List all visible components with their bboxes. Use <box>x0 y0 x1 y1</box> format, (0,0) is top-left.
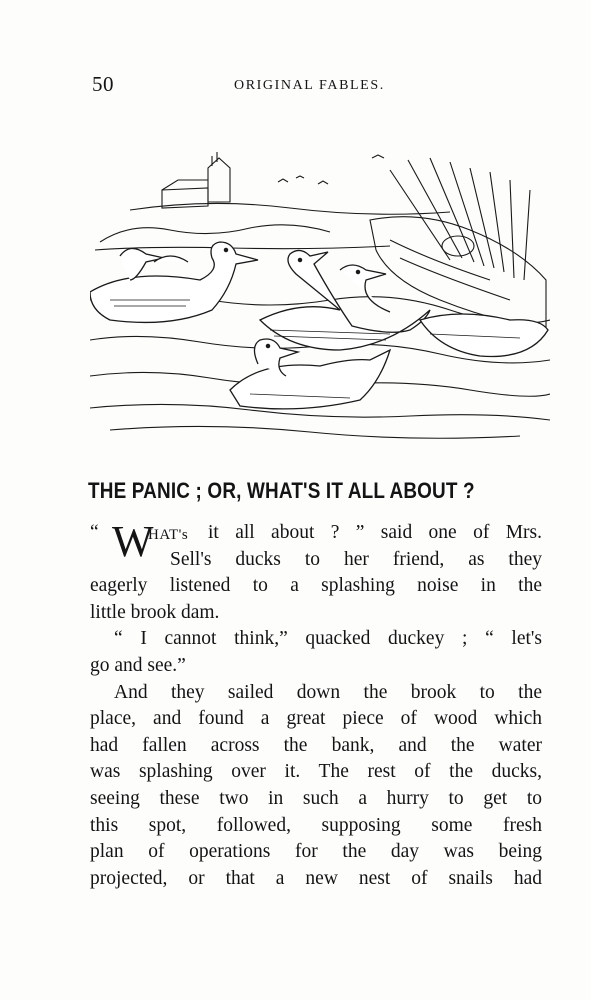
text-line: go and see.” <box>90 654 186 676</box>
text-line: little brook dam. <box>90 601 220 623</box>
running-head <box>92 72 522 102</box>
text-line: “ I cannot think,” quacked duckey ; “ let's <box>114 628 542 650</box>
drop-cap: W <box>112 517 154 566</box>
fable-body <box>90 517 542 892</box>
book-title: ORIGINAL FABLES. <box>234 78 385 93</box>
opening-quote: “ <box>90 522 99 543</box>
text-line: seeing these two in such a hurry to get to <box>90 787 542 809</box>
ducks-swimming-illustration <box>90 150 550 442</box>
ducks-swimming-icon <box>90 150 550 442</box>
text-line: And they sailed down the brook to the <box>114 681 542 703</box>
text-line: had fallen across the bank, and the water <box>90 734 542 756</box>
fable-title: THE PANIC ; OR, WHAT'S IT ALL ABOUT ? <box>88 478 475 503</box>
text-line: Sell's ducks to her friend, as they <box>170 548 542 570</box>
text-line: projected, or that a new nest of snails had <box>90 867 542 889</box>
page-number: 50 <box>92 72 114 96</box>
text-line: this spot, followed, supposing some fresh <box>90 814 542 836</box>
text-line: eagerly listened to a splashing noise in the <box>90 575 542 597</box>
text-line: place, and found a great piece of wood which <box>90 708 542 730</box>
first-line-rest: it all about ? ” said one of Mrs. <box>208 522 542 543</box>
small-caps-word: HAT's <box>148 527 189 543</box>
text-line: was splashing over it. The rest of the ducks, <box>90 761 542 783</box>
text-line: plan of operations for the day was being <box>90 841 542 863</box>
